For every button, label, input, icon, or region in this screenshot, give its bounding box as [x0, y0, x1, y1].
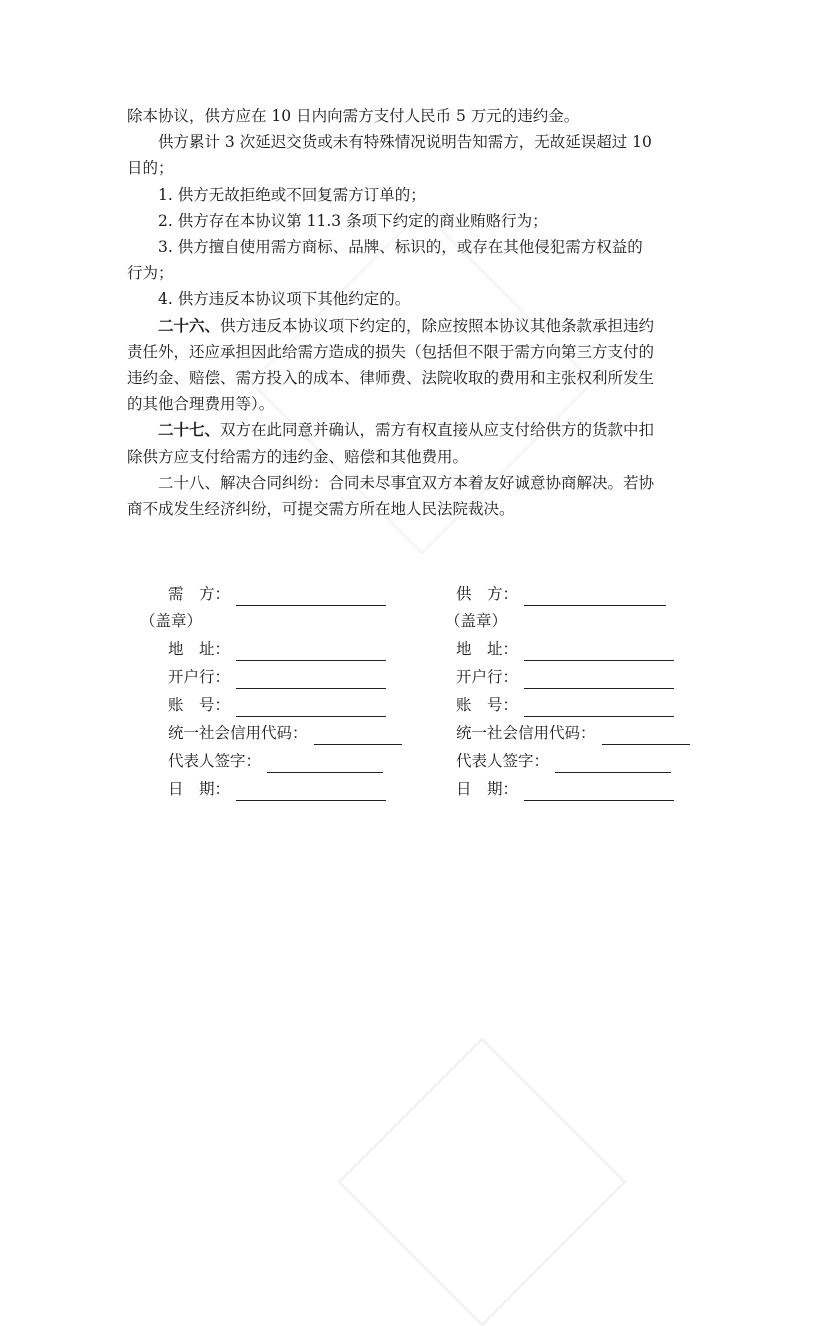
article-27-line1: 双方在此同意并确认，需方有权直接从应支付给供方的货款中扣 [220, 421, 655, 440]
supplier-account-label: 账 号： [456, 696, 519, 714]
article-28-line1: 解决合同纠纷：合同未尽事宜双方本着友好诚意协商解决。若协 [220, 473, 655, 492]
buyer-credit-code-field[interactable] [314, 726, 402, 745]
list-item-2: 2. 供方存在本协议第 11.3 条项下约定的商业贿赂行为； [158, 211, 548, 230]
supplier-address-row [456, 637, 674, 661]
buyer-address-label: 地 址： [168, 640, 231, 658]
article-28-label: 二十八、 [158, 473, 221, 492]
article-28 [127, 470, 702, 496]
article-26-line1: 供方违反本协议项下约定的，除应按照本协议其他条款承担违约 [220, 316, 655, 335]
paragraph-delay-cont: 日的； [127, 159, 174, 178]
article-27-line2: 除供方应支付给需方的违约金、赔偿和其他费用。 [127, 447, 469, 466]
list-item-3: 3. 供方擅自使用需方商标、品牌、标识的，或存在其他侵犯需方权益的 [158, 238, 643, 257]
list-item-3-cont: 行为； [127, 264, 174, 283]
supplier-seal-label: （盖章） [445, 612, 508, 630]
article-26-line4: 的其他合理费用等）。 [127, 395, 275, 414]
article-28-line2: 商不成发生经济纠纷，可提交需方所在地人民法院裁决。 [127, 500, 515, 519]
buyer-account-field[interactable] [236, 698, 386, 717]
buyer-party-label: 需 方： [168, 585, 231, 603]
supplier-date-label: 日 期： [456, 780, 519, 798]
supplier-address-label: 地 址： [456, 640, 519, 658]
supplier-credit-code-row [456, 721, 690, 745]
supplier-rep-sign-field[interactable] [555, 754, 671, 773]
buyer-party-field[interactable] [236, 587, 386, 606]
article-27-label: 二十七、 [158, 420, 221, 440]
list-item-1: 1. 供方无故拒绝或不回复需方订单的； [158, 185, 426, 204]
buyer-bank-label: 开户行： [168, 668, 231, 686]
article-26-label: 二十六、 [158, 315, 221, 335]
paragraph-delay-line1: 供方累计 3 次延迟交货或未有特殊情况说明告知需方，无故延误超过 10 [158, 133, 652, 152]
supplier-rep-sign-row [456, 749, 671, 773]
article-27 [127, 417, 702, 443]
supplier-address-field[interactable] [524, 642, 674, 661]
buyer-date-field[interactable] [236, 782, 386, 801]
buyer-bank-row [168, 665, 386, 689]
buyer-credit-code-label: 统一社会信用代码： [168, 724, 308, 742]
supplier-credit-code-label: 统一社会信用代码： [456, 724, 596, 742]
supplier-account-row [456, 693, 674, 717]
buyer-rep-sign-label: 代表人签字： [168, 752, 262, 770]
article-26-line3: 违约金、赔偿、需方投入的成本、律师费、法院收取的费用和主张权利所发生 [127, 369, 655, 388]
buyer-party-row [168, 582, 386, 606]
watermark-logo-bottom [338, 1038, 626, 1326]
supplier-party-field[interactable] [524, 587, 666, 606]
supplier-bank-field[interactable] [524, 670, 674, 689]
article-26 [127, 313, 702, 339]
supplier-account-field[interactable] [524, 698, 674, 717]
buyer-seal-label: （盖章） [140, 612, 203, 630]
paragraph-delay [127, 129, 702, 155]
buyer-account-row [168, 693, 386, 717]
supplier-bank-label: 开户行： [456, 668, 519, 686]
supplier-date-field[interactable] [524, 782, 674, 801]
buyer-date-row [168, 777, 386, 801]
buyer-rep-sign-row [168, 749, 383, 773]
supplier-credit-code-field[interactable] [602, 726, 690, 745]
buyer-address-field[interactable] [236, 642, 386, 661]
list-item-4: 4. 供方违反本协议项下其他约定的。 [158, 290, 411, 309]
buyer-address-row [168, 637, 386, 661]
buyer-rep-sign-field[interactable] [267, 754, 383, 773]
supplier-bank-row [456, 665, 674, 689]
contract-body [127, 103, 702, 522]
paragraph-penalty: 除本协议，供方应在 10 日内向需方支付人民币 5 万元的违约金。 [127, 107, 580, 125]
buyer-credit-code-row [168, 721, 402, 745]
buyer-date-label: 日 期： [168, 780, 231, 798]
article-26-line2: 责任外，还应承担因此给需方造成的损失（包括但不限于需方向第三方支付的 [127, 342, 655, 361]
supplier-party-label: 供 方： [456, 585, 519, 603]
buyer-account-label: 账 号： [168, 696, 231, 714]
supplier-rep-sign-label: 代表人签字： [456, 752, 550, 770]
supplier-party-row [456, 582, 666, 606]
buyer-bank-field[interactable] [236, 670, 386, 689]
supplier-date-row [456, 777, 674, 801]
